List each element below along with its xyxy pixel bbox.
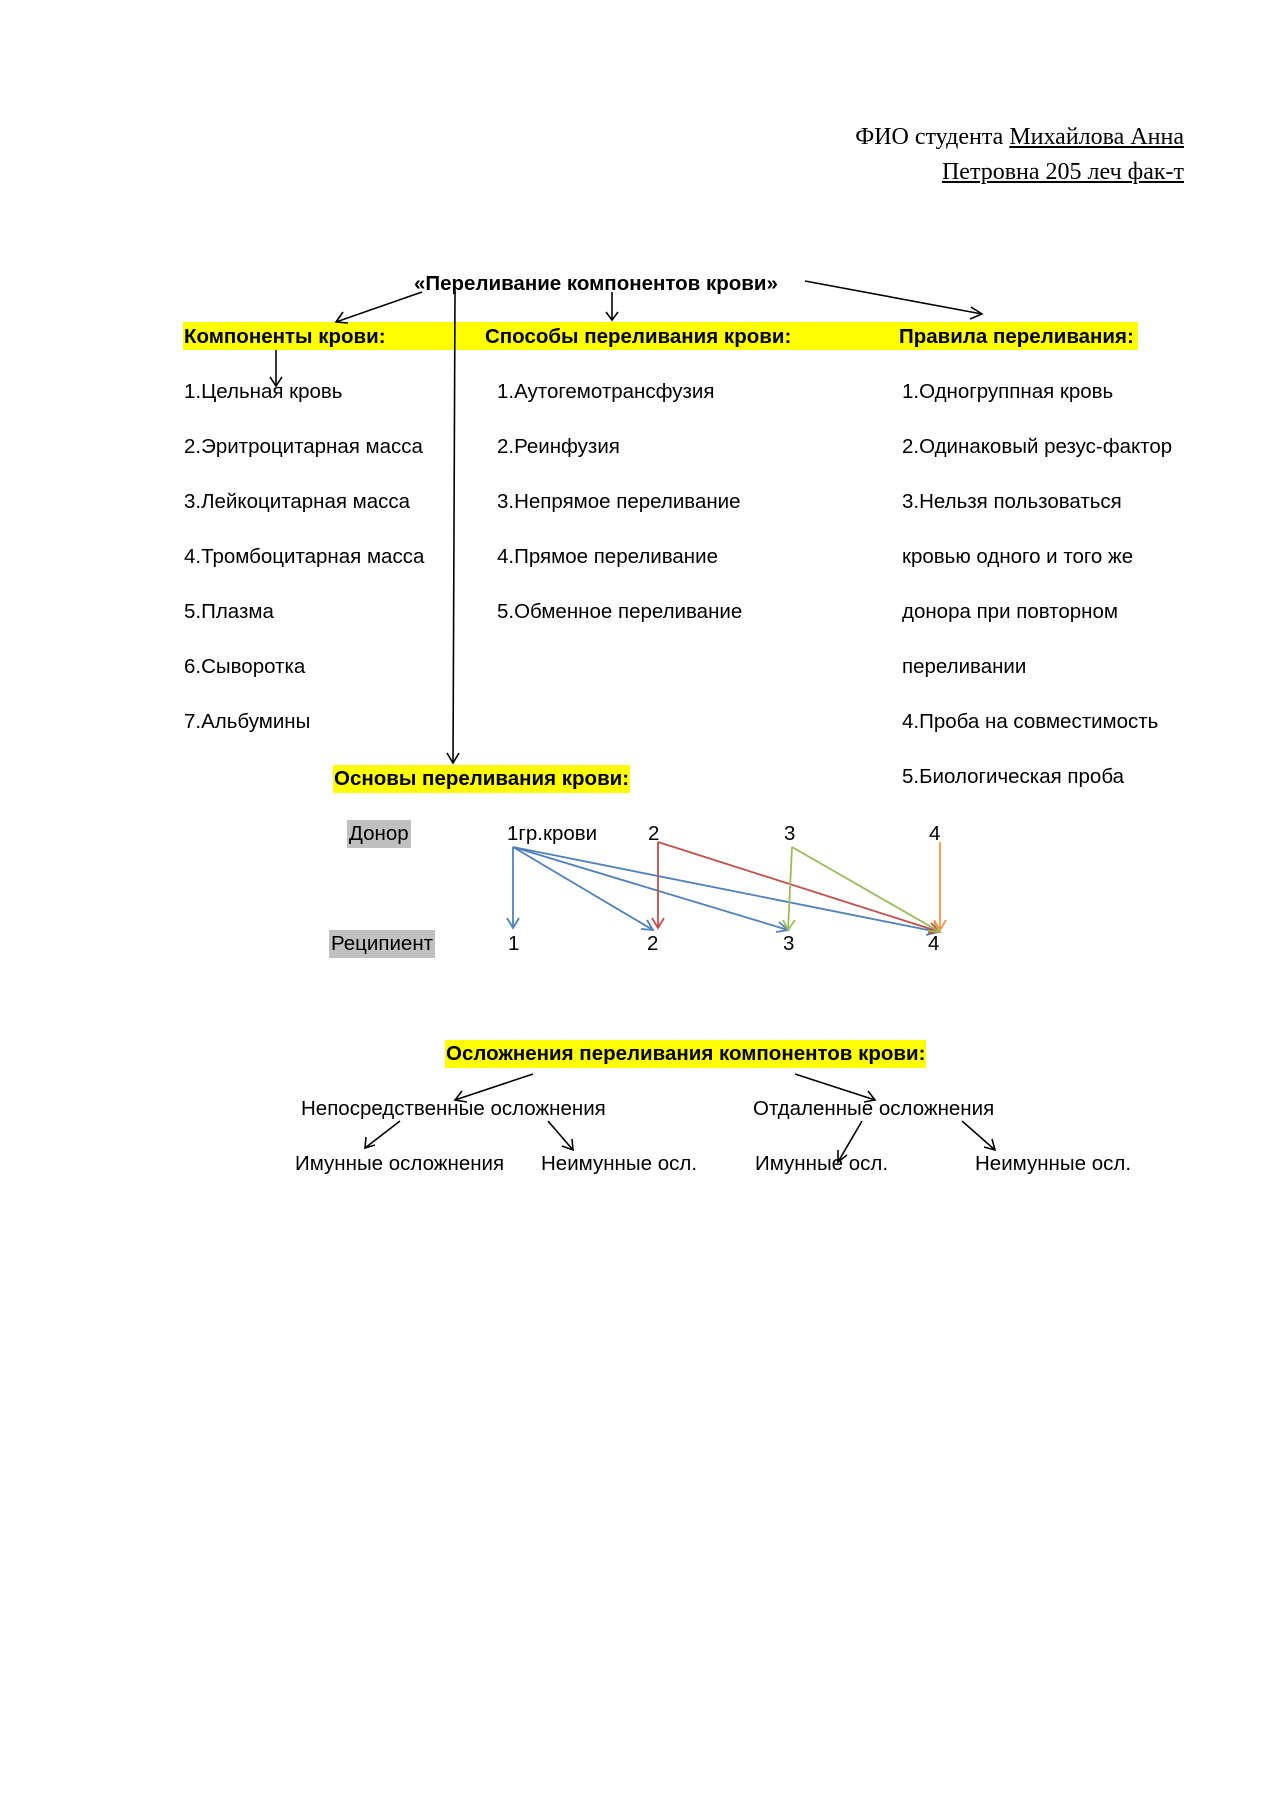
components-item: 6.Сыворотка (184, 655, 306, 678)
arrow-3-to-4 (792, 847, 940, 932)
donor-group: 1гр.крови (507, 822, 598, 845)
immediate-nonimmune: Неимунные осл. (541, 1152, 698, 1175)
immediate-immune: Имунные осложнения (295, 1152, 505, 1175)
arrows-from-group-1 (507, 847, 938, 935)
rules-heading: Правила переливания: (899, 325, 1134, 348)
arrow-delayed-to-immune (838, 1121, 862, 1162)
components-item: 5.Плазма (184, 600, 274, 623)
arrow-to-delayed (795, 1074, 875, 1100)
arrow-1-to-4 (513, 847, 938, 932)
rules-item: 5.Биологическая проба (902, 765, 1124, 788)
methods-item: 1.Аутогемотрансфузия (497, 380, 715, 403)
arrow-1-to-2 (513, 847, 653, 930)
recipient-group: 1 (508, 932, 520, 955)
methods-item: 2.Реинфузия (497, 435, 620, 458)
delayed-nonimmune: Неимунные осл. (975, 1152, 1132, 1175)
arrow-title-to-components (336, 292, 422, 322)
arrow-1-to-3 (513, 847, 788, 930)
basics-heading: Основы переливания крови: (333, 765, 630, 793)
components-item: 2.Эритроцитарная масса (184, 435, 423, 458)
arrow-title-to-basics (453, 292, 455, 763)
methods-heading: Способы переливания крови: (485, 325, 792, 348)
components-heading: Компоненты крови: (184, 325, 386, 348)
recipient-group: 2 (647, 932, 659, 955)
immediate-complications: Непосредственные осложнения (301, 1097, 606, 1120)
arrow-to-immediate (455, 1074, 533, 1100)
arrow-head (838, 1150, 847, 1162)
student-name-part2: Петровна 205 леч фак-т (941, 159, 1184, 185)
page-title: «Переливание компонентов крови» (414, 272, 778, 295)
rules-item: кровью одного и того же (902, 545, 1134, 568)
student-label: ФИО студента (855, 124, 1010, 150)
delayed-immune: Имунные осл. (755, 1152, 889, 1175)
arrow-delayed-to-nonimmune (962, 1121, 995, 1150)
methods-item: 5.Обменное переливание (497, 600, 743, 623)
complications-heading: Осложнения переливания компонентов крови: (445, 1040, 926, 1068)
delayed-complications: Отдаленные осложнения (753, 1097, 995, 1120)
rules-item: 2.Одинаковый резус-фактор (902, 435, 1173, 458)
rules-item: переливании (902, 655, 1027, 678)
methods-item: 3.Непрямое переливание (497, 490, 741, 513)
rules-item: 1.Одногруппная кровь (902, 380, 1114, 403)
donor-label: Донор (347, 820, 411, 848)
donor-group: 2 (648, 822, 660, 845)
arrow-3-to-3 (788, 847, 792, 930)
compatibility-arrows (507, 842, 946, 935)
rules-item: донора при повторном (902, 600, 1118, 623)
arrow-head (641, 920, 653, 930)
donor-group: 3 (784, 822, 796, 845)
arrows-from-group-4 (934, 842, 946, 930)
arrow-2-to-4 (658, 842, 940, 932)
student-name-part1: Михайлова Анна (1009, 124, 1184, 150)
arrow-title-to-rules (805, 281, 982, 314)
rules-item: 4.Проба на совместимость (902, 710, 1159, 733)
arrow-head (336, 312, 348, 323)
donor-group: 4 (929, 822, 941, 845)
components-item: 4.Тромбоцитарная масса (184, 545, 425, 568)
rules-item: 3.Нельзя пользоваться (902, 490, 1122, 513)
components-item: 7.Альбумины (184, 710, 311, 733)
recipient-label: Реципиент (329, 930, 435, 958)
methods-item: 4.Прямое переливание (497, 545, 718, 568)
black-arrows (270, 281, 995, 1162)
arrow-immediate-to-immune (365, 1121, 400, 1148)
components-item: 1.Цельная кровь (184, 380, 343, 403)
components-item: 3.Лейкоцитарная масса (184, 490, 411, 513)
arrow-immediate-to-nonimmune (548, 1121, 573, 1150)
arrows-from-group-2 (652, 842, 940, 933)
recipient-group: 4 (928, 932, 940, 955)
recipient-group: 3 (783, 932, 795, 955)
